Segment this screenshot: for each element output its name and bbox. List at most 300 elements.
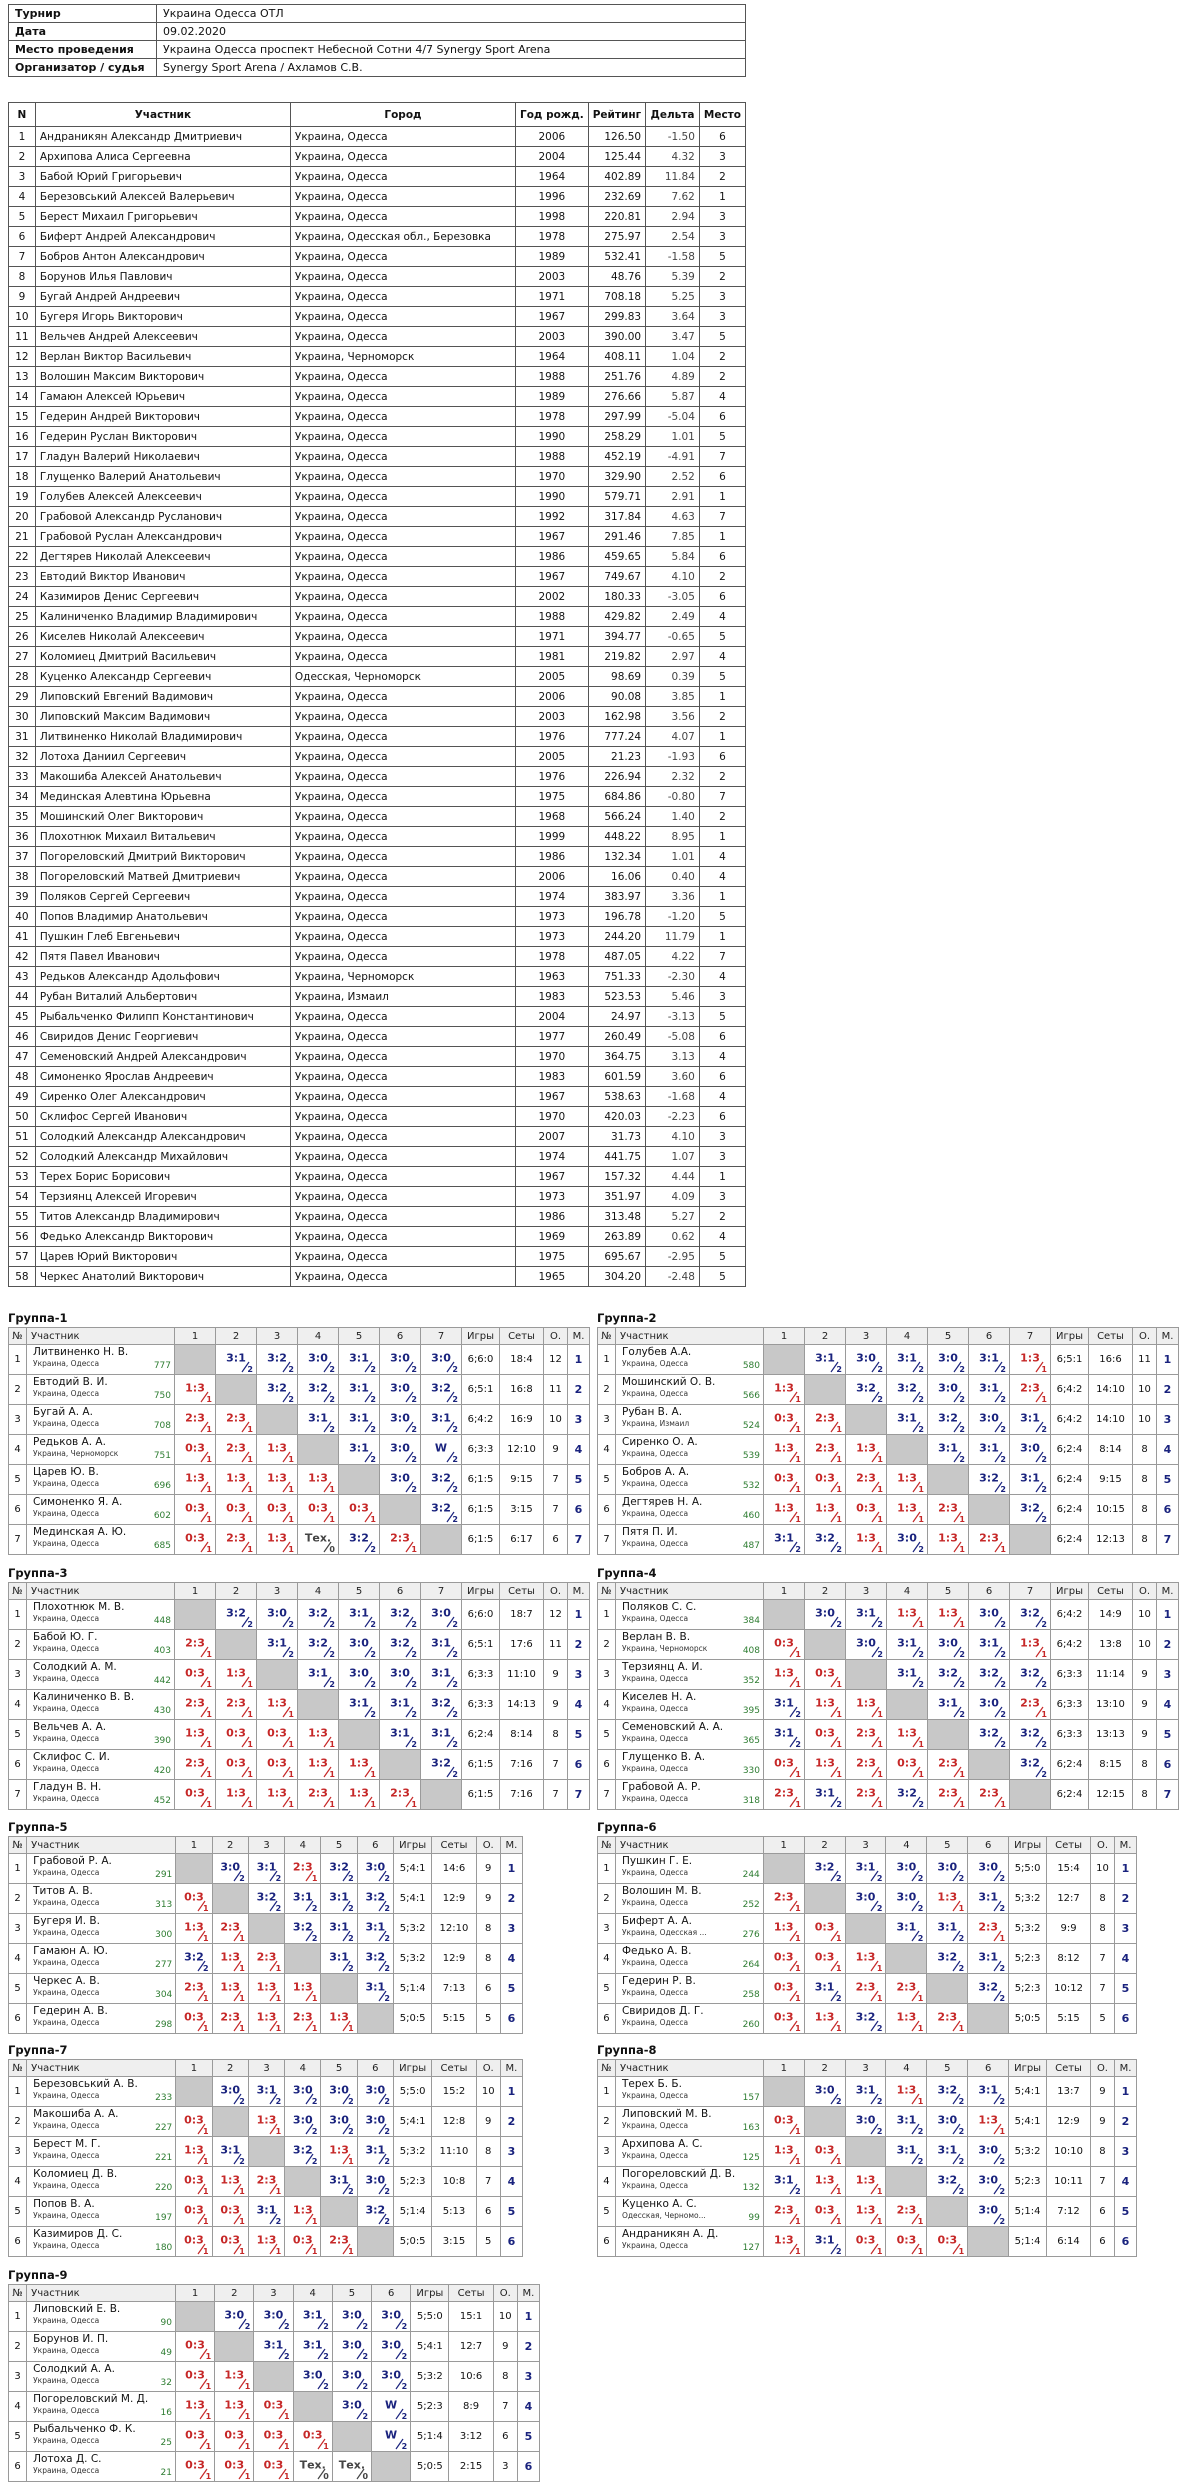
match-points: 2 <box>877 1620 883 1629</box>
points-slash-icon <box>394 2376 408 2390</box>
match-points: 2 <box>275 1904 282 1913</box>
match-result-cell <box>968 1914 1009 1944</box>
match-result-cell <box>248 1944 284 1974</box>
player-number: 6 <box>9 2004 27 2034</box>
place-value: 7 <box>1157 1525 1179 1555</box>
match-score: 2:3 <box>292 2010 313 2024</box>
points-slash-icon <box>1034 1479 1048 1493</box>
match-result-cell <box>339 1600 380 1630</box>
participant-cell: 3 <box>699 287 745 307</box>
match-points: 1 <box>329 1770 335 1779</box>
match-score: 2:3 <box>390 1531 410 1545</box>
participant-cell: 42 <box>9 947 36 967</box>
match-score: 1:3 <box>256 1980 277 1994</box>
match-result-cell <box>175 1465 216 1495</box>
match-score: 2:3 <box>226 1531 246 1545</box>
match-result-cell <box>175 2452 214 2482</box>
player-cell <box>27 1345 175 1375</box>
group-header-cell: 4 <box>293 2285 332 2302</box>
match-points: 2 <box>1041 1485 1047 1494</box>
sets-value: 7:12 <box>1047 2197 1091 2227</box>
group-header-cell: М. <box>1114 2060 1136 2077</box>
match-points: 1 <box>877 1770 883 1779</box>
column-header: Год рожд. <box>516 103 589 127</box>
match-score: 3:1 <box>774 1726 794 1740</box>
match-result-cell <box>763 2004 804 2034</box>
info-row <box>9 23 746 41</box>
group-header-cell: Игры <box>1009 2060 1047 2077</box>
match-result-cell <box>764 1375 805 1405</box>
group-header-cell: 1 <box>175 1328 216 1345</box>
player-rating: 298 <box>155 2020 173 2030</box>
match-result-cell <box>215 2362 254 2392</box>
match-score: 1:3 <box>220 1950 241 1964</box>
match-score: 3:2 <box>267 1351 287 1365</box>
group-header-cell: Сеты <box>449 2285 493 2302</box>
sets-value: 12:9 <box>432 1884 476 1914</box>
match-points: 2 <box>311 1904 318 1913</box>
match-points: 1 <box>247 1455 253 1464</box>
group-header-cell: № <box>9 1583 27 1600</box>
self-cell <box>846 1660 887 1690</box>
match-score: 1:3 <box>978 2113 999 2127</box>
match-points: 2 <box>876 2024 883 2033</box>
points-slash-icon <box>341 2151 355 2165</box>
participant-cell: 46 <box>9 1027 36 1047</box>
match-points: 2 <box>876 1874 883 1883</box>
player-city: Украина, Одесса <box>33 1389 100 1398</box>
self-cell <box>421 1780 462 1810</box>
points-slash-icon <box>869 1958 883 1972</box>
participant-cell: -0.65 <box>646 627 700 647</box>
sets-value: 3:15 <box>500 1495 544 1525</box>
points-slash-icon <box>869 1898 883 1912</box>
sets-value: 14:6 <box>432 1854 476 1884</box>
player-rating: 16 <box>160 2408 172 2418</box>
match-result-cell <box>216 1435 257 1465</box>
group-player-row <box>598 2227 1137 2257</box>
group-header-row <box>598 1328 1179 1345</box>
match-result-cell <box>928 1600 969 1630</box>
sets-value: 12:10 <box>432 1914 476 1944</box>
match-score: 3:1 <box>349 1606 369 1620</box>
points-slash-icon <box>1034 1764 1048 1778</box>
place-value: 4 <box>1157 1435 1179 1465</box>
match-points: 1 <box>311 2217 318 2226</box>
match-result-cell <box>257 1630 298 1660</box>
participant-cell: 275.97 <box>588 227 645 247</box>
match-result-cell <box>212 1854 248 1884</box>
points-slash-icon <box>869 2018 883 2032</box>
match-result-cell <box>1010 1465 1051 1495</box>
player-rating: 233 <box>155 2093 173 2103</box>
match-points: 1 <box>311 2024 318 2033</box>
match-result-cell <box>175 1660 216 1690</box>
match-points: 2 <box>918 1395 924 1404</box>
match-result-cell <box>969 1600 1010 1630</box>
games-value: 5;4:1 <box>1009 2107 1047 2137</box>
player-cell <box>27 2227 176 2257</box>
match-result-cell <box>1010 1720 1051 1750</box>
points-value: 8 <box>544 1720 568 1750</box>
group-header-cell: 6 <box>380 1328 421 1345</box>
place-value: 4 <box>1114 2167 1136 2197</box>
participant-cell: 45 <box>9 1007 36 1027</box>
match-score: 3:1 <box>431 1726 451 1740</box>
player-cell <box>615 1944 763 1974</box>
match-result-cell <box>212 2077 248 2107</box>
player-rating: 330 <box>742 1766 760 1776</box>
match-points: 2 <box>1000 1650 1006 1659</box>
match-points: 1 <box>206 1740 212 1749</box>
match-score: 3:0 <box>1020 1441 1040 1455</box>
group-header-cell: 3 <box>254 2285 293 2302</box>
participant-cell: 2 <box>9 147 36 167</box>
games-value: 5;0:5 <box>393 2004 431 2034</box>
points-slash-icon <box>341 1868 355 1882</box>
points-slash-icon <box>911 1479 925 1493</box>
match-result-cell <box>298 1375 339 1405</box>
match-score: 0:3 <box>184 2203 204 2217</box>
match-points: 1 <box>876 2217 883 2226</box>
match-score: 3:1 <box>302 2338 323 2352</box>
match-points: 1 <box>836 2217 842 2226</box>
match-result-cell <box>357 2137 393 2167</box>
participant-cell: 1.01 <box>646 847 700 867</box>
participant-cell: 297.99 <box>588 407 645 427</box>
match-score: 3:0 <box>381 2338 401 2352</box>
match-result-cell <box>175 2362 214 2392</box>
match-result-cell <box>216 1600 257 1630</box>
sets-value: 8:12 <box>1047 1944 1091 1974</box>
points-slash-icon <box>869 2121 883 2135</box>
player-name: Дегтярев Н. А. <box>622 1496 703 1508</box>
match-score: 0:3 <box>220 2203 241 2217</box>
participant-cell: 232.69 <box>588 187 645 207</box>
place-value: 6 <box>517 2452 539 2482</box>
match-score: 1:3 <box>855 2203 876 2217</box>
participant-row <box>9 1147 746 1167</box>
points-value: 7 <box>544 1750 568 1780</box>
match-points: 1 <box>836 1710 842 1719</box>
match-score: 2:3 <box>856 1471 876 1485</box>
match-result-cell <box>928 1375 969 1405</box>
player-name: Макошиба А. А. <box>33 2108 119 2120</box>
place-value: 4 <box>568 1435 590 1465</box>
points-slash-icon <box>952 1509 966 1523</box>
match-points: 1 <box>795 1425 801 1434</box>
group-header-cell: 2 <box>804 1837 845 1854</box>
points-slash-icon <box>240 1614 254 1628</box>
player-rating: 49 <box>160 2348 172 2358</box>
group-2 <box>597 1311 1179 1555</box>
participant-row <box>9 527 746 547</box>
participant-cell: 4.07 <box>646 727 700 747</box>
self-cell <box>804 1884 845 1914</box>
participant-cell: 58 <box>9 1267 36 1287</box>
group-player-row <box>9 2362 540 2392</box>
points-slash-icon <box>788 2018 802 2032</box>
group-player-row <box>598 1405 1179 1435</box>
group-header-cell: 1 <box>176 2060 212 2077</box>
group-header-cell: О. <box>1091 1837 1115 1854</box>
self-cell <box>175 2302 214 2332</box>
points-slash-icon <box>445 1509 459 1523</box>
participant-cell: Украина, Черноморск <box>290 967 515 987</box>
points-slash-icon <box>952 1389 966 1403</box>
match-result-cell <box>969 1345 1010 1375</box>
match-result-cell <box>845 1974 886 2004</box>
match-result-cell <box>175 1720 216 1750</box>
match-result-cell <box>293 2302 332 2332</box>
match-score: 3:2 <box>184 1950 204 1964</box>
match-score: 2:3 <box>184 1980 204 1994</box>
points-slash-icon <box>788 1539 802 1553</box>
match-points: 1 <box>959 1800 965 1809</box>
points-slash-icon <box>911 1539 925 1553</box>
points-slash-icon <box>829 1479 843 1493</box>
player-number: 4 <box>9 2167 27 2197</box>
participant-cell: Бабой Юрий Григорьевич <box>35 167 290 187</box>
match-points: 2 <box>348 1964 354 1973</box>
player-name: Гамаюн А. Ю. <box>33 1945 108 1957</box>
points-value: 8 <box>1133 1465 1157 1495</box>
match-score: 3:1 <box>855 2083 876 2097</box>
participant-cell: 52 <box>9 1147 36 1167</box>
participant-cell: Борунов Илья Павлович <box>35 267 290 287</box>
match-points: 2 <box>384 2187 390 2196</box>
match-score: 3:0 <box>979 1606 999 1620</box>
games-value: 5;5:0 <box>411 2302 449 2332</box>
match-score: 0:3 <box>814 1920 835 1934</box>
match-score: 1:3 <box>226 1786 246 1800</box>
match-points: 2 <box>1041 1620 1047 1629</box>
match-result-cell <box>216 1345 257 1375</box>
player-cell <box>27 1690 175 1720</box>
match-points: 1 <box>247 1680 253 1689</box>
games-value: 6;4:2 <box>1051 1600 1089 1630</box>
match-points: 2 <box>384 2157 390 2166</box>
points-slash-icon <box>870 1509 884 1523</box>
group-6 <box>597 1820 1137 2034</box>
match-result-cell <box>298 1600 339 1630</box>
match-result-cell <box>928 1780 969 1810</box>
participant-cell: Биферт Андрей Александрович <box>35 227 290 247</box>
self-cell <box>805 1630 846 1660</box>
match-result-cell <box>886 2004 927 2034</box>
sets-value: 7:13 <box>432 1974 476 2004</box>
points-slash-icon <box>788 1479 802 1493</box>
player-name: Верлан В. В. <box>622 1631 691 1643</box>
match-result-cell <box>887 1600 928 1630</box>
tournament-info-table <box>8 4 746 77</box>
player-name: Липовский М. В. <box>621 2108 712 2120</box>
match-score: 1:3 <box>896 2083 917 2097</box>
match-result-cell <box>421 1720 462 1750</box>
match-result-cell <box>248 2197 284 2227</box>
match-result-cell <box>257 1435 298 1465</box>
match-points: 1 <box>247 1800 253 1809</box>
participant-cell: 244.20 <box>588 927 645 947</box>
participant-cell: Украина, Одесса <box>290 1167 515 1187</box>
player-name: Гедерин Р. В. <box>621 1975 696 1987</box>
info-row <box>9 5 746 23</box>
participant-cell: 751.33 <box>588 967 645 987</box>
participant-row <box>9 907 746 927</box>
points-slash-icon <box>277 2436 291 2450</box>
match-score: 2:3 <box>220 2010 241 2024</box>
match-points: 2 <box>835 1874 842 1883</box>
group-header-cell: 2 <box>805 1583 846 1600</box>
points-slash-icon <box>268 2018 282 2032</box>
player-city: Украина, Одесса <box>621 2121 689 2130</box>
participant-cell: Грабовой Александр Русланович <box>35 507 290 527</box>
points-slash-icon <box>281 1644 295 1658</box>
match-points: 1 <box>795 1904 801 1913</box>
sets-value: 3:15 <box>432 2227 476 2257</box>
match-points: 1 <box>247 1710 253 1719</box>
match-score: 3:1 <box>365 2143 386 2157</box>
match-points: 2 <box>836 1545 842 1554</box>
participant-cell: Украина, Одесса <box>290 427 515 447</box>
match-score: 3:1 <box>431 1411 451 1425</box>
place-value: 3 <box>1157 1660 1179 1690</box>
points-slash-icon <box>829 1674 843 1688</box>
match-points: 1 <box>835 1964 842 1973</box>
group-player-row <box>9 2077 523 2107</box>
participant-cell: 313.48 <box>588 1207 645 1227</box>
match-score: 3:0 <box>897 1531 917 1545</box>
participant-cell: Украина, Одесса <box>290 327 515 347</box>
place-value: 3 <box>1157 1405 1179 1435</box>
games-value: 6;2:4 <box>462 1720 500 1750</box>
match-points: 2 <box>384 2217 390 2226</box>
match-points: 2 <box>384 1994 390 2003</box>
participant-row <box>9 1107 746 1127</box>
participant-cell: 1983 <box>516 1067 589 1087</box>
points-slash-icon <box>199 1509 213 1523</box>
match-points: 1 <box>1041 1365 1047 1374</box>
points-slash-icon <box>268 2181 282 2195</box>
match-score: 1:3 <box>774 1501 794 1515</box>
participant-cell: -1.20 <box>646 907 700 927</box>
participant-cell: Волошин Максим Викторович <box>35 367 290 387</box>
match-points: 1 <box>795 2217 801 2226</box>
self-cell <box>321 1974 357 2004</box>
match-points: 2 <box>288 1395 294 1404</box>
match-points: 1 <box>795 1994 801 2003</box>
sets-value: 16:6 <box>1089 1345 1133 1375</box>
match-points: 2 <box>959 1395 965 1404</box>
match-score: 2:3 <box>896 1980 917 1994</box>
match-result-cell <box>421 1750 462 1780</box>
player-name: Березовський А. В. <box>33 2078 138 2090</box>
match-result-cell <box>763 1974 804 2004</box>
match-points: 1 <box>206 1485 212 1494</box>
match-result-cell <box>380 1525 421 1555</box>
match-score: 3:2 <box>349 1531 369 1545</box>
points-slash-icon <box>232 2018 246 2032</box>
player-cell <box>616 1375 764 1405</box>
match-result-cell <box>176 2137 212 2167</box>
participant-cell: 260.49 <box>588 1027 645 1047</box>
participant-cell: Украина, Одесса <box>290 447 515 467</box>
player-city: Украина, Одесса <box>33 1704 100 1713</box>
player-name: Плохотнюк М. В. <box>33 1601 125 1613</box>
match-points: 2 <box>311 2157 318 2166</box>
points-slash-icon <box>1034 1449 1048 1463</box>
player-cell <box>27 1525 175 1555</box>
participant-cell: Верлан Виктор Васильевич <box>35 347 290 367</box>
player-cell <box>27 1630 175 1660</box>
participant-cell: 1988 <box>516 447 589 467</box>
match-score: 2:3 <box>329 2233 349 2247</box>
participant-cell: Дегтярев Николай Алексеевич <box>35 547 290 567</box>
group-header-cell: 6 <box>380 1583 421 1600</box>
points-slash-icon <box>445 1479 459 1493</box>
player-number: 5 <box>9 1720 27 1750</box>
participant-cell: 684.86 <box>588 787 645 807</box>
participant-cell: 1 <box>699 927 745 947</box>
info-value: 09.02.2020 <box>157 23 746 41</box>
participant-cell: 1990 <box>516 487 589 507</box>
match-score: 3:1 <box>349 1351 369 1365</box>
match-points: 1 <box>877 1740 883 1749</box>
group-header-cell: 2 <box>216 1583 257 1600</box>
points-slash-icon <box>952 1419 966 1433</box>
participant-cell: 2.54 <box>646 227 700 247</box>
participant-row <box>9 1047 746 1067</box>
points-slash-icon <box>910 1868 924 1882</box>
match-points: 1 <box>206 1455 212 1464</box>
participant-cell: 1976 <box>516 727 589 747</box>
participant-cell: 1 <box>699 727 745 747</box>
points-slash-icon <box>992 2121 1006 2135</box>
match-score: 3:1 <box>220 2143 241 2157</box>
match-points: 1 <box>370 1800 376 1809</box>
participant-cell: Казимиров Денис Сергеевич <box>35 587 290 607</box>
participant-row <box>9 927 746 947</box>
participant-cell: 49 <box>9 1087 36 1107</box>
match-points: 2 <box>411 1650 417 1659</box>
player-number: 3 <box>598 1660 616 1690</box>
participant-cell: Украина, Одесская обл., Березовка <box>290 227 515 247</box>
group-header-cell: М. <box>1157 1328 1179 1345</box>
points-slash-icon <box>196 2241 210 2255</box>
match-result-cell <box>1010 1660 1051 1690</box>
points-slash-icon <box>1034 1704 1048 1718</box>
points-slash-icon <box>363 1509 377 1523</box>
match-score: 3:0 <box>978 2173 999 2187</box>
points-slash-icon <box>870 1539 884 1553</box>
match-result-cell <box>285 1884 321 1914</box>
points-slash-icon <box>196 2121 210 2135</box>
match-score: 3:2 <box>1020 1726 1040 1740</box>
match-score: 3:2 <box>431 1756 451 1770</box>
player-cell <box>27 2004 176 2034</box>
group-player-row <box>9 2137 523 2167</box>
player-city: Украина, Черноморск <box>33 1449 119 1458</box>
points-slash-icon <box>199 1764 213 1778</box>
match-result-cell <box>764 1720 805 1750</box>
participant-cell: 5.25 <box>646 287 700 307</box>
points-slash-icon <box>788 1928 802 1942</box>
match-score: 3:0 <box>815 1606 835 1620</box>
points-value: 11 <box>1133 1345 1157 1375</box>
participant-cell: Украина, Одесса <box>290 387 515 407</box>
sets-value: 18:7 <box>500 1600 544 1630</box>
match-result-cell <box>927 1854 968 1884</box>
